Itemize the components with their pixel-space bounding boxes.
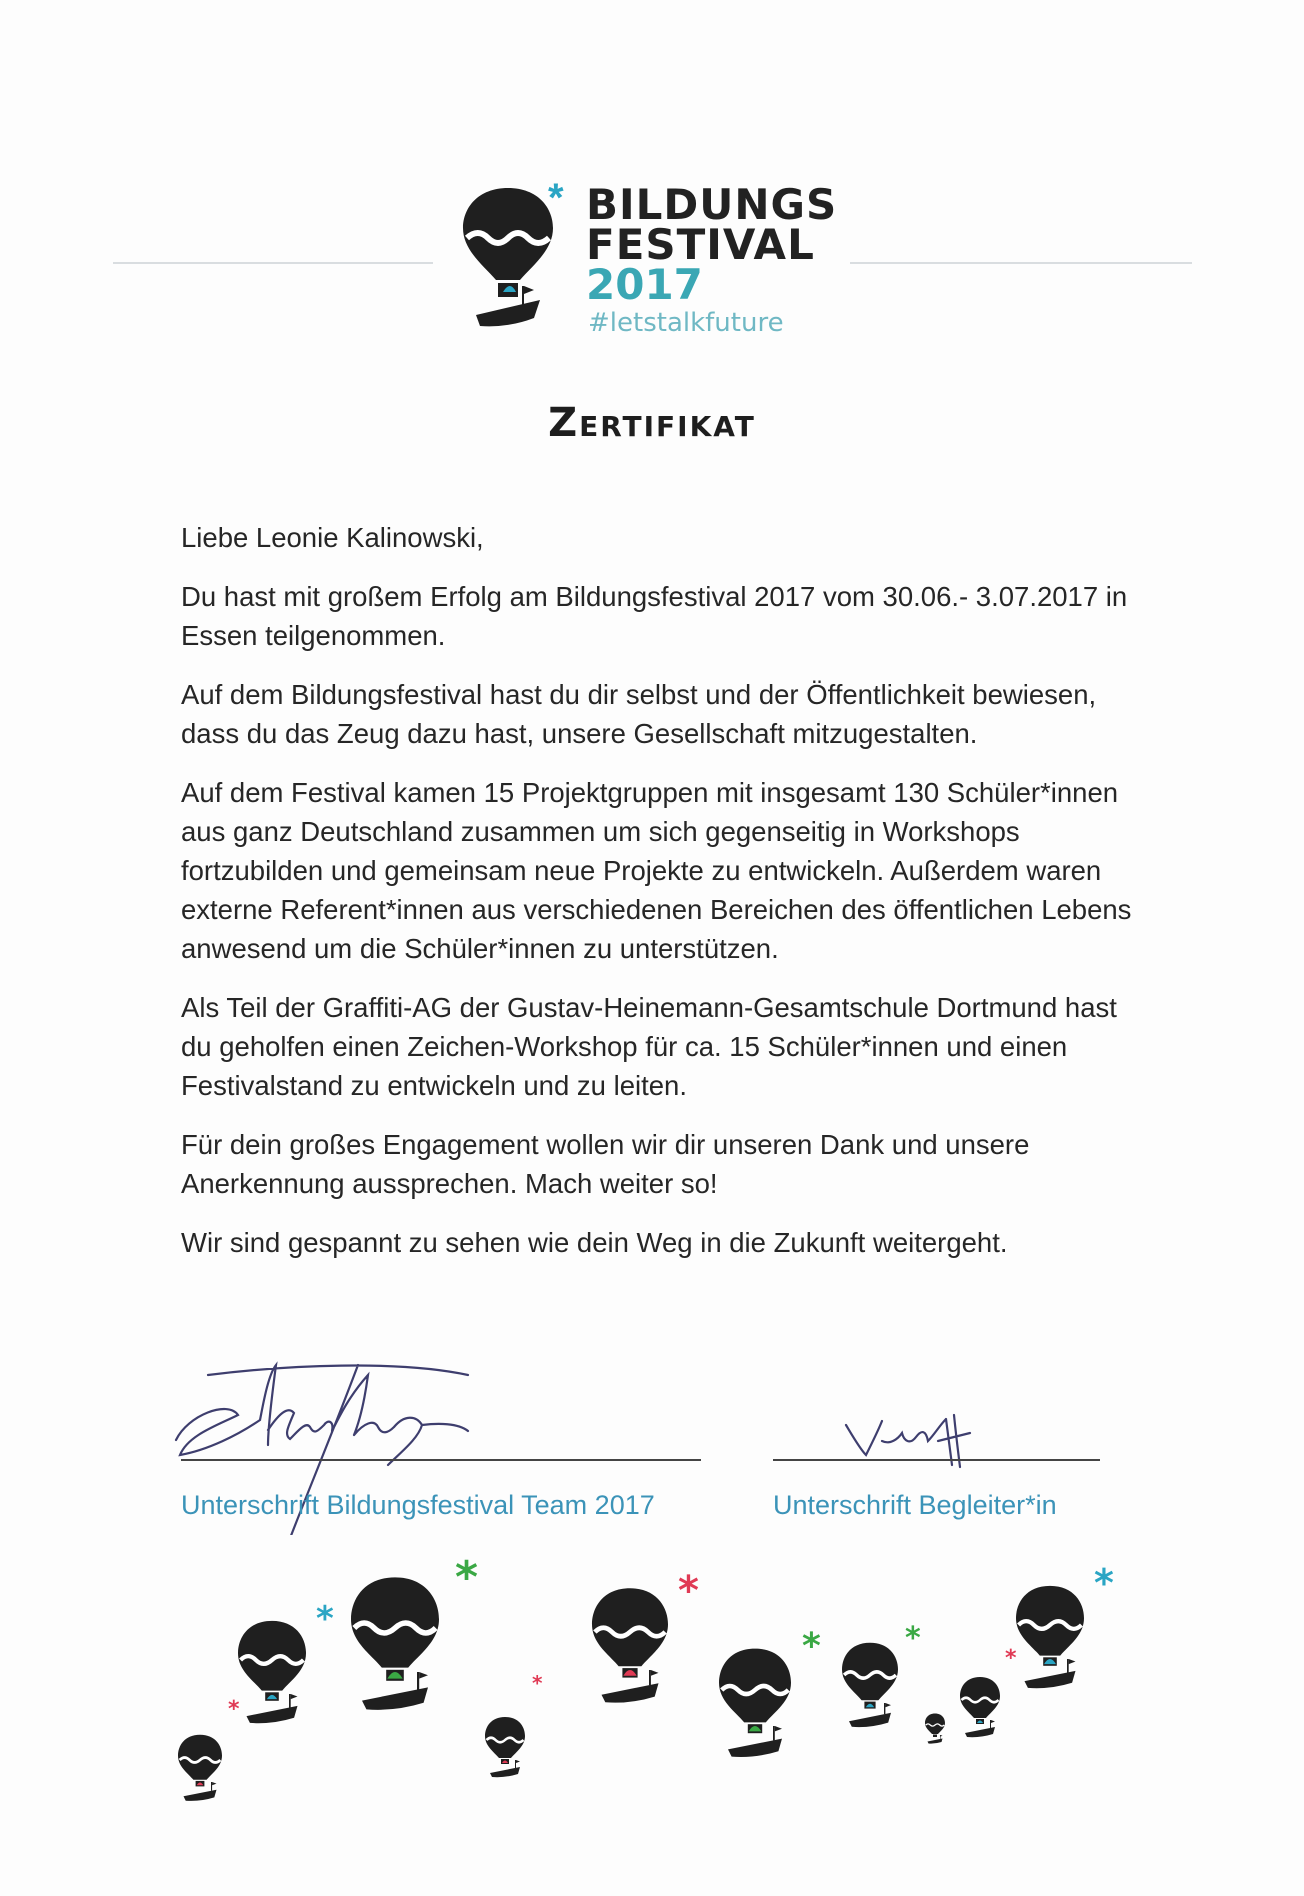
signature-line-companion (773, 1459, 1100, 1461)
balloon-logo-icon (458, 180, 558, 335)
signature-label-companion: Unterschrift Begleiter*in (773, 1490, 1057, 1520)
balloon-icon-4 (485, 1717, 525, 1777)
asterisk-icon-1: * (228, 1697, 240, 1722)
header-rule-right (850, 262, 1192, 264)
balloon-icon-5 (592, 1588, 668, 1702)
paragraph-proof: Auf dem Bildungsfestival hast du dir selbst und der Öffentlichkeit bewiesen, dass du das Zeug dazu hast, unsere Gesellschaft mitzugestalten. (181, 679, 1097, 749)
logo-text-line1: BILDUNGS (586, 180, 838, 229)
salutation: Liebe Leonie Kalinowski, (181, 522, 484, 553)
logo-text-line2: FESTIVAL (586, 220, 815, 269)
certificate-title-text: Zertifikat (548, 400, 756, 446)
balloon-icon-1 (178, 1735, 222, 1801)
asterisk-icon-3: * (455, 1552, 479, 1603)
signature-companion-handwritten (842, 1405, 1012, 1477)
balloon-icon-7 (842, 1643, 898, 1727)
asterisk-icon-6: * (802, 1626, 821, 1667)
asterisk-icon-9: * (1005, 1646, 1017, 1671)
paragraph-closing: Wir sind gespannt zu sehen wie dein Weg in die Zukunft weitergeht. (181, 1227, 1008, 1258)
balloon-icon-3 (351, 1577, 439, 1709)
certificate-title (0, 400, 1304, 446)
certificate-body (181, 518, 1141, 1282)
decorative-balloons (0, 1520, 1304, 1820)
logo-year: 2017 (586, 260, 703, 309)
paragraph-participation: Du hast mit großem Erfolg am Bildungsfestival 2017 vom 30.06.- 3.07.2017 in Essen teilgenommen. (181, 581, 1128, 651)
balloon-icon-10 (1016, 1586, 1084, 1688)
header-rule-left (113, 262, 433, 264)
paragraph-festival: Auf dem Festival kamen 15 Projektgruppen mit insgesamt 130 Schüler*innen aus ganz Deutschland zusammen um sich gegenseitig in Workshops fortzubilden und gemeinsam neue Projekte zu entwickeln. Außerdem waren externe Referent*innen aus verschiedenen Bereichen des öffentlichen Lebens anwesend um die Schüler*innen zu unterstützen. (181, 777, 1132, 964)
paragraph-thanks: Für dein großes Engagement wollen wir dir unseren Dank und unsere Anerkennung aussprechen. Mach weiter so! (181, 1129, 1030, 1199)
paragraph-contribution: Als Teil der Graffiti-AG der Gustav-Heinemann-Gesamtschule Dortmund hast du geholfen einen Zeichen-Workshop für ca. 15 Schüler*innen und einen Festivalstand zu entwickeln und zu leiten. (181, 992, 1117, 1101)
logo-asterisk-icon: * (548, 176, 564, 220)
balloon-icon-6 (719, 1649, 791, 1757)
asterisk-icon-7: * (905, 1621, 921, 1656)
balloon-icon-8 (925, 1714, 945, 1744)
logo-hashtag: #letstalkfuture (588, 308, 784, 338)
signature-label-team: Unterschrift Bildungsfestival Team 2017 (181, 1490, 655, 1520)
asterisk-icon-5: * (678, 1568, 699, 1614)
signature-line-team (181, 1459, 701, 1461)
asterisk-icon-4: * (532, 1671, 543, 1695)
balloon-icon-9 (960, 1677, 1000, 1737)
asterisk-icon-2: * (316, 1599, 334, 1639)
asterisk-icon-10: * (1094, 1561, 1114, 1605)
balloon-icon-2 (238, 1621, 306, 1723)
